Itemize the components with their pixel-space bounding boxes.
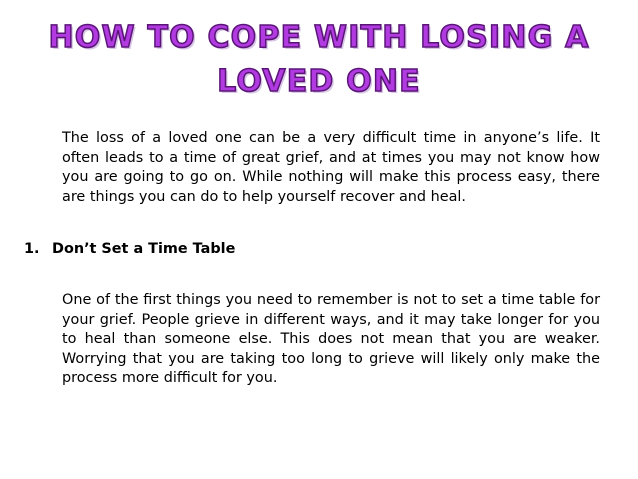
section-heading [24,239,235,259]
intro-paragraph: The loss of a loved one can be a very difficult time in anyone’s life. It often leads to a time of great grief, and at times you may not know how you are going to go on. While nothing will make this process easy, there are things you can do to help yourself recover and heal. [62,130,600,205]
section-heading-text: Don’t Set a Time Table [52,241,236,257]
section-paragraph: One of the first things you need to remember is not to set a time table for your grief. People grieve in different ways, and it may take longer for you to heal than someone else. This does not mean that you are weaker. Worrying that you are taking too long to grieve will likely only make the process more difficult for you. [62,292,600,386]
slide-title: HOW TO COPE WITH LOSING A LOVED ONE [48,20,590,99]
section-number: 1. [24,241,40,257]
